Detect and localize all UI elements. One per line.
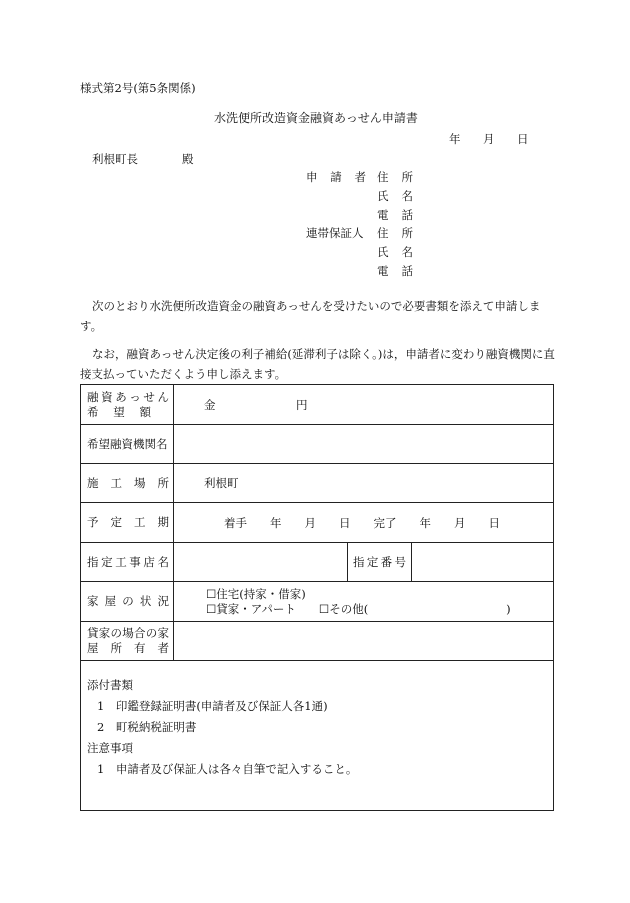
page-title: 水洗便所改造資金融資あっせん申請書 [214, 111, 418, 125]
attachment-item-1: 1 印鑑登録証明書(申請者及び保証人各1通) [97, 699, 328, 713]
owner-row [81, 622, 554, 661]
institution-field[interactable] [174, 425, 554, 464]
owner-label [81, 622, 174, 661]
attachment-item-2: 2 町税納税証明書 [97, 720, 197, 734]
site-field[interactable] [174, 464, 554, 503]
honorific: 殿 [182, 152, 194, 166]
addressee: 利根町長 [92, 152, 138, 166]
loan-amount-row [81, 385, 554, 425]
application-table [80, 384, 554, 811]
notes-cell [81, 661, 554, 811]
contractor-no-field[interactable] [412, 543, 554, 582]
cautions-heading: 注意事項 [87, 741, 133, 755]
house-option-2[interactable]: ☐貸家・アパート ☐その他( ) [206, 601, 511, 616]
date-day: 日 [517, 132, 529, 146]
loan-amount-value: 金 円 [204, 397, 308, 412]
house-option-1[interactable]: ☐住宅(持家・借家) [206, 586, 306, 601]
applicant-name-label: 氏 名 [377, 189, 413, 203]
contractor-label-text: 指 定 工 事 店 名 [87, 554, 169, 569]
notes-row [81, 661, 554, 811]
owner-label-line1: 貸 家 の 場 合 の 家 [87, 626, 169, 640]
schedule-label-text: 予 定 工 期 [87, 515, 169, 529]
form-number: 様式第2号(第5条関係) [80, 81, 196, 95]
applicant-role: 申 請 者 [306, 170, 366, 184]
house-field[interactable] [174, 582, 554, 622]
contractor-field[interactable] [174, 543, 348, 582]
loan-amount-label-line2: 希 望 額 [87, 404, 151, 419]
attachments-heading: 添付書類 [87, 678, 133, 692]
site-label-text: 施 工 場 所 [87, 475, 169, 490]
loan-amount-field[interactable] [174, 385, 554, 425]
guarantor-phone-label: 電 話 [377, 264, 413, 278]
house-row [81, 582, 554, 622]
guarantor-role: 連帯保証人 [306, 226, 364, 240]
date-year: 年 [449, 132, 461, 146]
contractor-label [81, 543, 174, 582]
body-paragraph-2: なお，融資あっせん決定後の利子補給(延滞利子は除く。)は，申請者に変わり融資機関に直接支払っていただくよう申し添えます。 [80, 347, 555, 381]
site-label [81, 464, 174, 503]
schedule-field[interactable] [174, 503, 554, 543]
owner-field[interactable] [174, 622, 554, 661]
applicant-phone-label: 電 話 [377, 208, 413, 222]
site-row [81, 464, 554, 503]
contractor-no-label-text: 指 定 番 号 [353, 554, 406, 569]
caution-item-1: 1 申請者及び保証人は各々自筆で記入すること。 [97, 762, 358, 776]
loan-amount-label-line1: 融 資 あ っ せ ん [87, 389, 169, 404]
loan-amount-label [81, 385, 174, 425]
schedule-row [81, 503, 554, 543]
institution-row [81, 425, 554, 464]
schedule-label [81, 503, 174, 543]
site-value: 利根町 [204, 476, 239, 490]
date-month: 月 [483, 132, 495, 146]
body-paragraph-1: 次のとおり水洗便所改造資金の融資あっせんを受けたいので必要書類を添えて申請します。 [80, 299, 541, 333]
contractor-no-label [348, 543, 412, 582]
applicant-address-label: 住 所 [377, 170, 413, 184]
house-label [81, 582, 174, 622]
institution-label: 希望融資機関名 [81, 425, 174, 464]
house-label-text: 家 屋 の 状 況 [87, 594, 169, 608]
guarantor-name-label: 氏 名 [377, 245, 413, 259]
schedule-value: 着手 年 月 日 完了 年 月 日 [224, 515, 500, 530]
guarantor-address-label: 住 所 [377, 226, 413, 240]
contractor-row [81, 543, 554, 582]
owner-label-line2: 屋 所 有 者 [87, 641, 169, 655]
